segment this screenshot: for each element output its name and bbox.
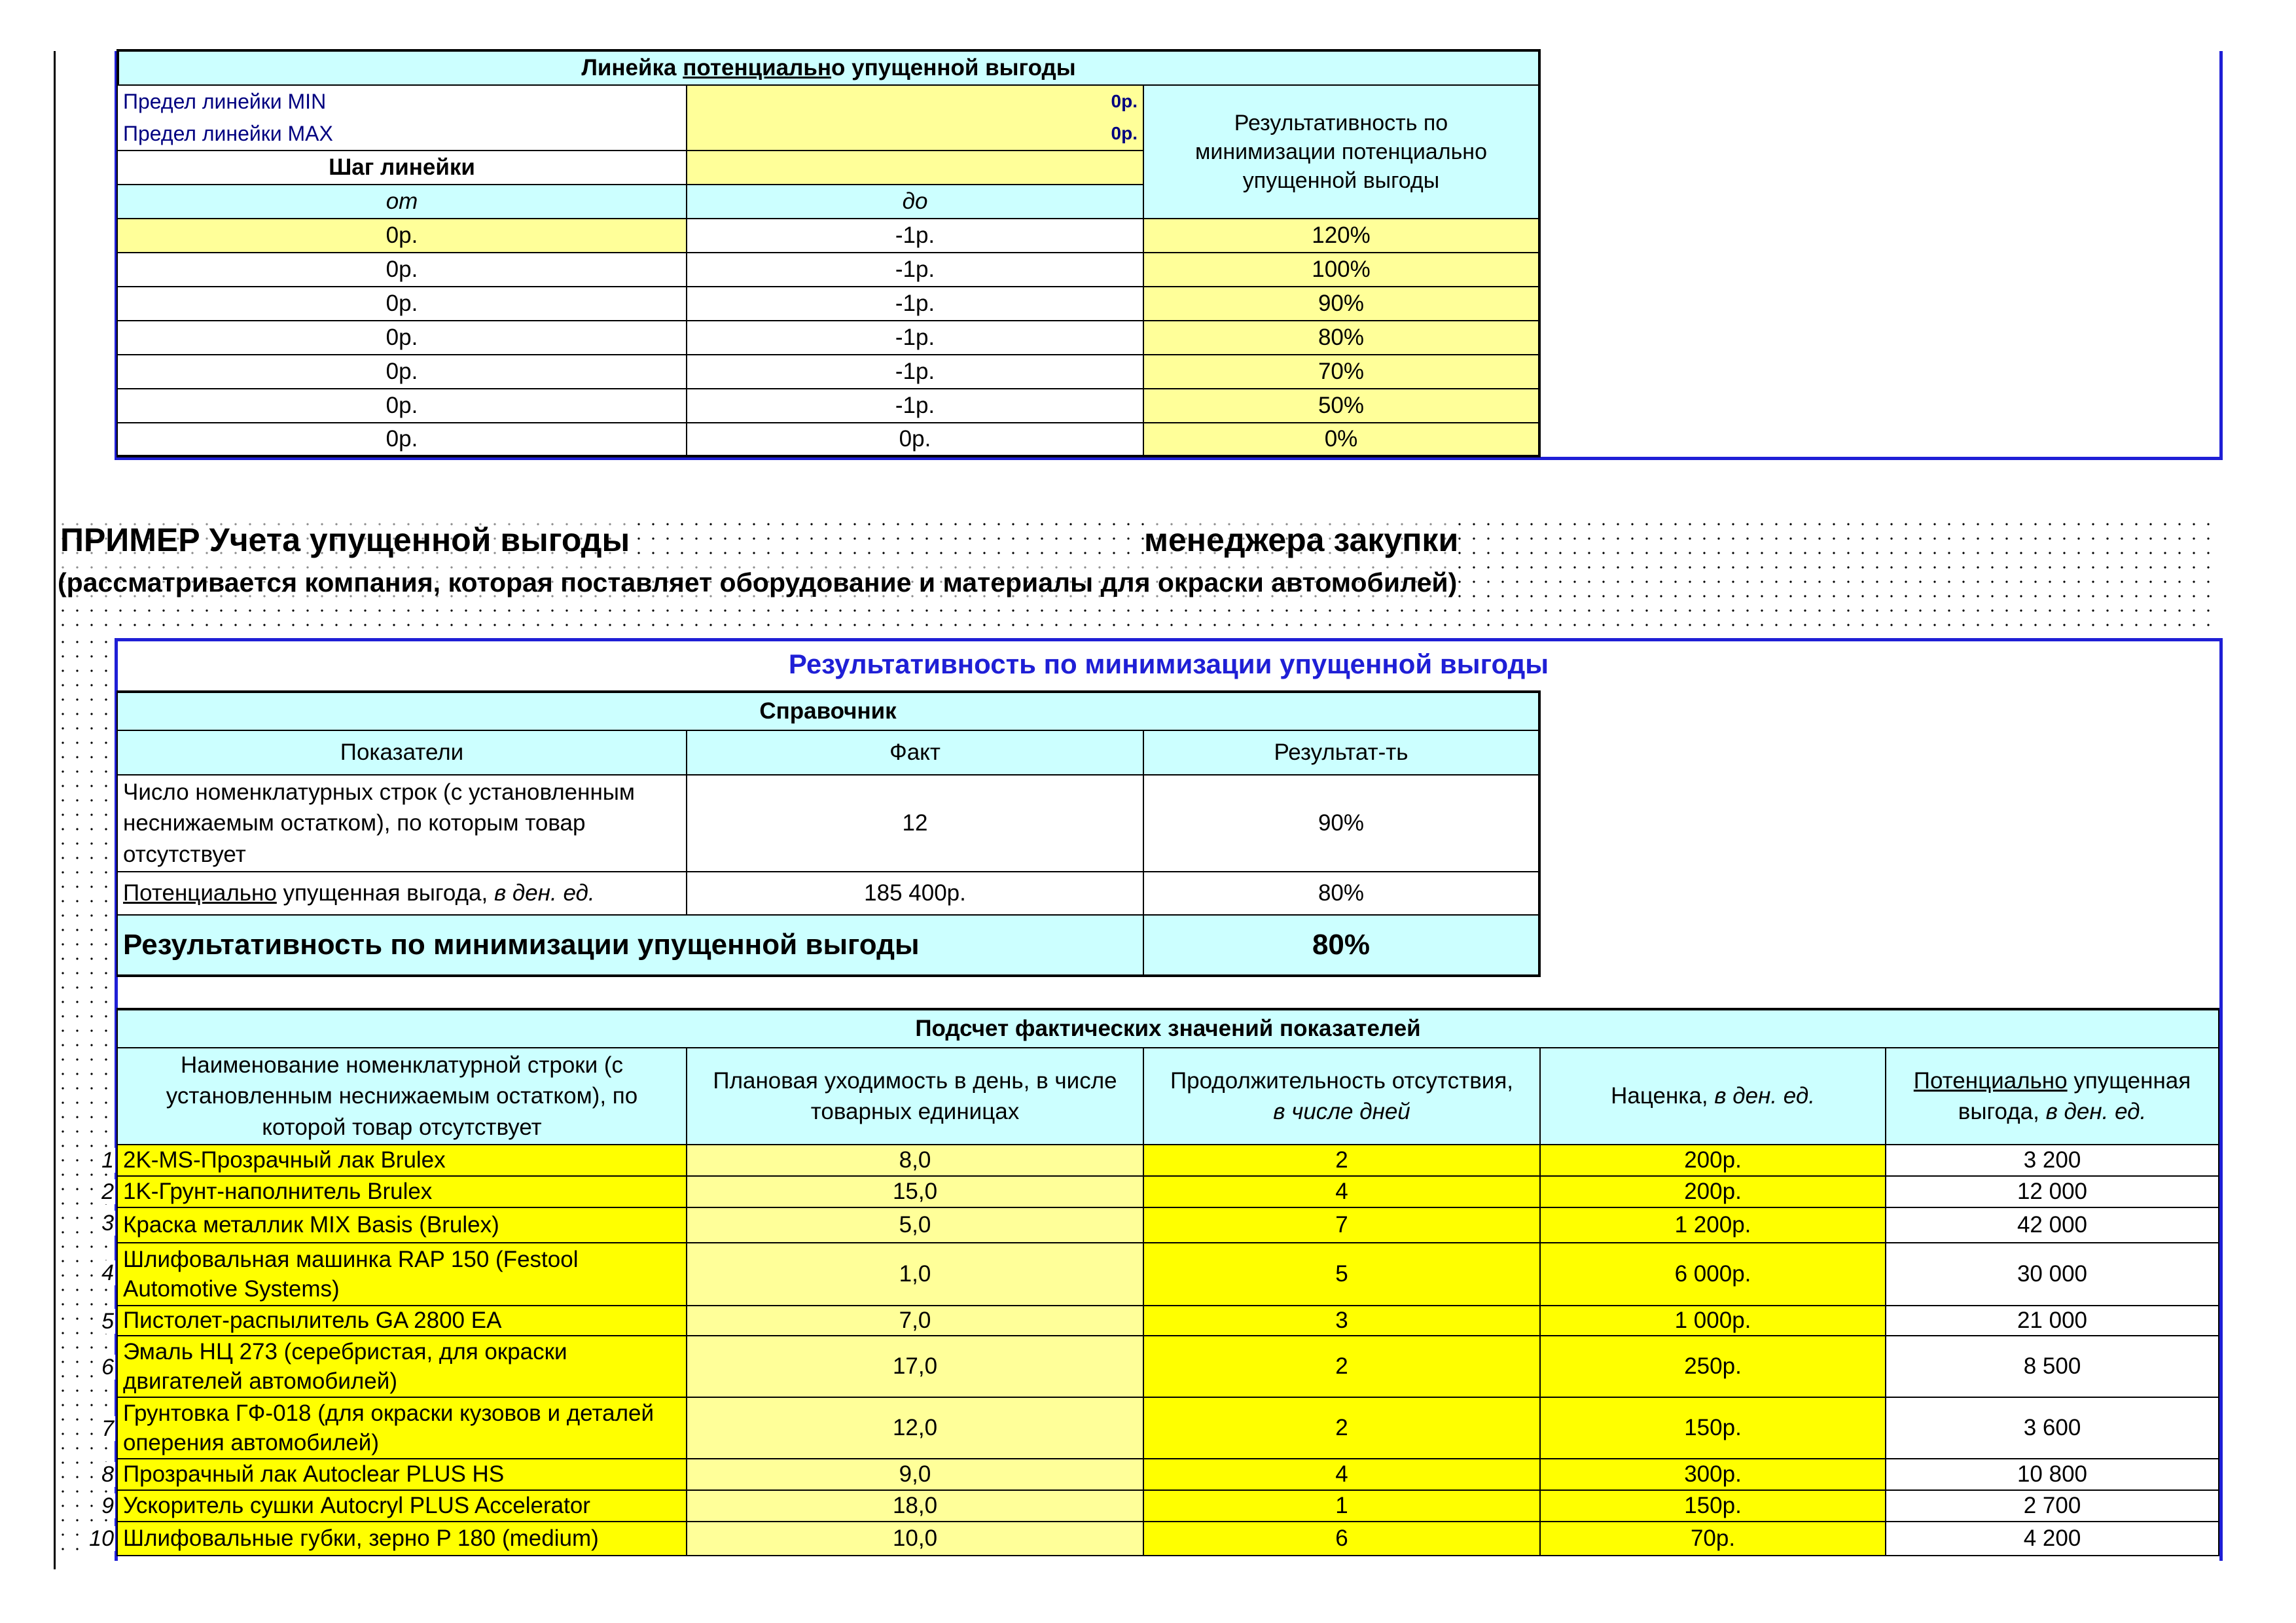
calc-row-9-lost: 2 700 bbox=[1885, 1489, 2219, 1522]
calc-row-2-markup: 200р. bbox=[1539, 1175, 1886, 1208]
calc-row-7-markup: 150р. bbox=[1539, 1397, 1886, 1459]
col-result: Результат-ть bbox=[1143, 730, 1541, 776]
ruler-step-value bbox=[686, 150, 1144, 185]
calc-row-6-name: Эмаль НЦ 273 (серебристая, для окраски двигателей автомобилей) bbox=[117, 1335, 687, 1398]
ruler-row-1-pct: 120% bbox=[1143, 218, 1541, 253]
row2-result: 80% bbox=[1143, 871, 1541, 916]
ruler-row-2-from: 0р. bbox=[117, 252, 687, 287]
calc-row-6-days: 2 bbox=[1143, 1335, 1541, 1398]
ruler-row-4-to: -1р. bbox=[686, 320, 1144, 355]
calc-row-7-lost: 3 600 bbox=[1885, 1397, 2219, 1459]
example-subtitle: (рассматривается компания, которая поставляет оборудование и материалы для окраски автомобилей) bbox=[58, 564, 1457, 601]
calc-row-10-name: Шлифовальные губки, зерно P 180 (medium) bbox=[117, 1521, 687, 1556]
ruler-row-4-from: 0р. bbox=[117, 320, 687, 355]
calc-row-1-days: 2 bbox=[1143, 1144, 1541, 1177]
ruler-row-1-to: -1р. bbox=[686, 218, 1144, 253]
row-number: 2 bbox=[101, 1179, 114, 1204]
calc-row-4-markup: 6 000р. bbox=[1539, 1242, 1886, 1306]
ruler-row-4-pct: 80% bbox=[1143, 320, 1541, 355]
ruler-row-3-to: -1р. bbox=[686, 286, 1144, 321]
calc-row-4-lost: 30 000 bbox=[1885, 1242, 2219, 1306]
row1-label: Число номенклатурных строк (с установленным неснижаемым остатком), по которым товар отсутствует bbox=[117, 774, 687, 872]
ruler-row-7-from: 0р. bbox=[117, 422, 687, 457]
ruler-row-3-from: 0р. bbox=[117, 286, 687, 321]
row-number: 1 bbox=[101, 1148, 114, 1173]
calc-row-8-markup: 300р. bbox=[1539, 1458, 1886, 1491]
ruler-col-to: до bbox=[686, 184, 1144, 219]
calc-row-8-plan: 9,0 bbox=[686, 1458, 1144, 1491]
calc-row-9-name: Ускоритель сушки Autocryl PLUS Accelerator bbox=[117, 1489, 687, 1522]
calc-row-8-lost: 10 800 bbox=[1885, 1458, 2219, 1491]
row-number: 9 bbox=[101, 1493, 114, 1518]
calc-row-4-plan: 1,0 bbox=[686, 1242, 1144, 1306]
ruler-row-3-pct: 90% bbox=[1143, 286, 1541, 321]
ruler-row-5-pct: 70% bbox=[1143, 354, 1541, 389]
calc-header: Подсчет фактических значений показателей bbox=[117, 1008, 2219, 1048]
calc-row-1-plan: 8,0 bbox=[686, 1144, 1144, 1177]
row1-fact: 12 bbox=[686, 774, 1144, 872]
calc-row-9-days: 1 bbox=[1143, 1489, 1541, 1522]
calc-row-2-plan: 15,0 bbox=[686, 1175, 1144, 1208]
calc-col-markup: Наценка, в ден. ед. bbox=[1539, 1047, 1886, 1145]
row2-label: Потенциально упущенная выгода, в ден. ед. bbox=[117, 871, 687, 916]
ruler-row-5-from: 0р. bbox=[117, 354, 687, 389]
calc-row-1-name: 2K-MS-Прозрачный лак Brulex bbox=[117, 1144, 687, 1177]
ruler-row-7-to: 0р. bbox=[686, 422, 1144, 457]
calc-rows bbox=[65, 1144, 2219, 1563]
calc-row-8-days: 4 bbox=[1143, 1458, 1541, 1491]
example-title-right: менеджера закупки bbox=[1144, 518, 1458, 562]
calc-row-2-days: 4 bbox=[1143, 1175, 1541, 1208]
ruler-step-label: Шаг линейки bbox=[117, 150, 687, 185]
total-value: 80% bbox=[1143, 914, 1541, 977]
ruler-row-5-to: -1р. bbox=[686, 354, 1144, 389]
calc-row-5-markup: 1 000р. bbox=[1539, 1305, 1886, 1336]
calc-row-10-plan: 10,0 bbox=[686, 1521, 1144, 1556]
ruler-row-6-from: 0р. bbox=[117, 388, 687, 423]
calc-row-3-name: Краска металлик MIX Basis (Brulex) bbox=[117, 1207, 687, 1243]
results-blue-right bbox=[2219, 638, 2223, 1561]
ruler-rows bbox=[117, 218, 1541, 460]
ruler-col-from: от bbox=[117, 184, 687, 219]
calc-row-7-name: Грунтовка ГФ-018 (для окраски кузовов и деталей оперения автомобилей) bbox=[117, 1397, 687, 1459]
ruler-min-max-values: 0р. 0р. bbox=[686, 84, 1144, 151]
calc-row-10-lost: 4 200 bbox=[1885, 1521, 2219, 1556]
calc-row-10-days: 6 bbox=[1143, 1521, 1541, 1556]
row-number: 7 bbox=[101, 1416, 114, 1441]
calc-col-lost: Потенциально упущенная выгода, в ден. ед. bbox=[1885, 1047, 2219, 1145]
col-indicators: Показатели bbox=[117, 730, 687, 776]
total-label: Результативность по минимизации упущенной выгоды bbox=[117, 914, 1144, 977]
calc-row-6-plan: 17,0 bbox=[686, 1335, 1144, 1398]
row2-fact: 185 400р. bbox=[686, 871, 1144, 916]
calc-col-duration: Продолжительность отсутствия, в числе дней bbox=[1143, 1047, 1541, 1145]
calc-row-6-lost: 8 500 bbox=[1885, 1335, 2219, 1398]
col-fact: Факт bbox=[686, 730, 1144, 776]
calc-row-3-lost: 42 000 bbox=[1885, 1207, 2219, 1243]
ruler-min-max-labels: Предел линейки MIN Предел линейки MAX bbox=[117, 84, 687, 151]
row-number: 8 bbox=[101, 1462, 114, 1487]
ruler-row-1-from: 0р. bbox=[117, 218, 687, 253]
calc-row-5-lost: 21 000 bbox=[1885, 1305, 2219, 1336]
calc-row-9-markup: 150р. bbox=[1539, 1489, 1886, 1522]
row-number: 3 bbox=[101, 1211, 114, 1236]
row1-result: 90% bbox=[1143, 774, 1541, 872]
calc-row-3-markup: 1 200р. bbox=[1539, 1207, 1886, 1243]
calc-row-10-markup: 70р. bbox=[1539, 1521, 1886, 1556]
calc-row-7-days: 2 bbox=[1143, 1397, 1541, 1459]
calc-row-2-lost: 12 000 bbox=[1885, 1175, 2219, 1208]
calc-row-2-name: 1K-Грунт-наполнитель Brulex bbox=[117, 1175, 687, 1208]
row-number: 4 bbox=[101, 1260, 114, 1285]
calc-row-1-lost: 3 200 bbox=[1885, 1144, 2219, 1177]
ruler-col-result: Результативность по минимизации потенциально упущенной выгоды bbox=[1143, 84, 1541, 219]
ruler-blue-right bbox=[2219, 51, 2223, 460]
reference-title: Справочник bbox=[117, 690, 1541, 731]
results-header: Результативность по минимизации упущенной выгоды bbox=[788, 649, 1549, 679]
calc-row-3-days: 7 bbox=[1143, 1207, 1541, 1243]
example-title-left: ПРИМЕР Учета упущенной выгоды bbox=[60, 518, 630, 562]
row-number: 10 bbox=[89, 1526, 114, 1551]
calc-row-3-plan: 5,0 bbox=[686, 1207, 1144, 1243]
ruler-row-6-pct: 50% bbox=[1143, 388, 1541, 423]
calc-row-5-plan: 7,0 bbox=[686, 1305, 1144, 1336]
calc-col-name: Наименование номенклатурной строки (с установленным неснижаемым остатком), по которой товар отсутствует bbox=[117, 1047, 687, 1145]
calc-row-4-days: 5 bbox=[1143, 1242, 1541, 1306]
calc-row-5-name: Пистолет-распылитель GA 2800 EA bbox=[117, 1305, 687, 1336]
ruler-title: Линейка потенциально упущенной выгоды bbox=[117, 49, 1541, 86]
results-blue-top bbox=[115, 638, 2223, 641]
ruler-row-2-pct: 100% bbox=[1143, 252, 1541, 287]
calc-row-1-markup: 200р. bbox=[1539, 1144, 1886, 1177]
ruler-row-7-pct: 0% bbox=[1143, 422, 1541, 457]
calc-row-5-days: 3 bbox=[1143, 1305, 1541, 1336]
row-number: 6 bbox=[101, 1355, 114, 1380]
ruler-row-2-to: -1р. bbox=[686, 252, 1144, 287]
calc-row-6-markup: 250р. bbox=[1539, 1335, 1886, 1398]
calc-row-9-plan: 18,0 bbox=[686, 1489, 1144, 1522]
row-number: 5 bbox=[101, 1309, 114, 1334]
calc-col-plan: Плановая уходимость в день, в числе товарных единицах bbox=[686, 1047, 1144, 1145]
calc-row-4-name: Шлифовальная машинка RAP 150 (Festool Automotive Systems) bbox=[117, 1242, 687, 1306]
calc-row-7-plan: 12,0 bbox=[686, 1397, 1144, 1459]
ruler-row-6-to: -1р. bbox=[686, 388, 1144, 423]
calc-row-8-name: Прозрачный лак Autoclear PLUS HS bbox=[117, 1458, 687, 1491]
